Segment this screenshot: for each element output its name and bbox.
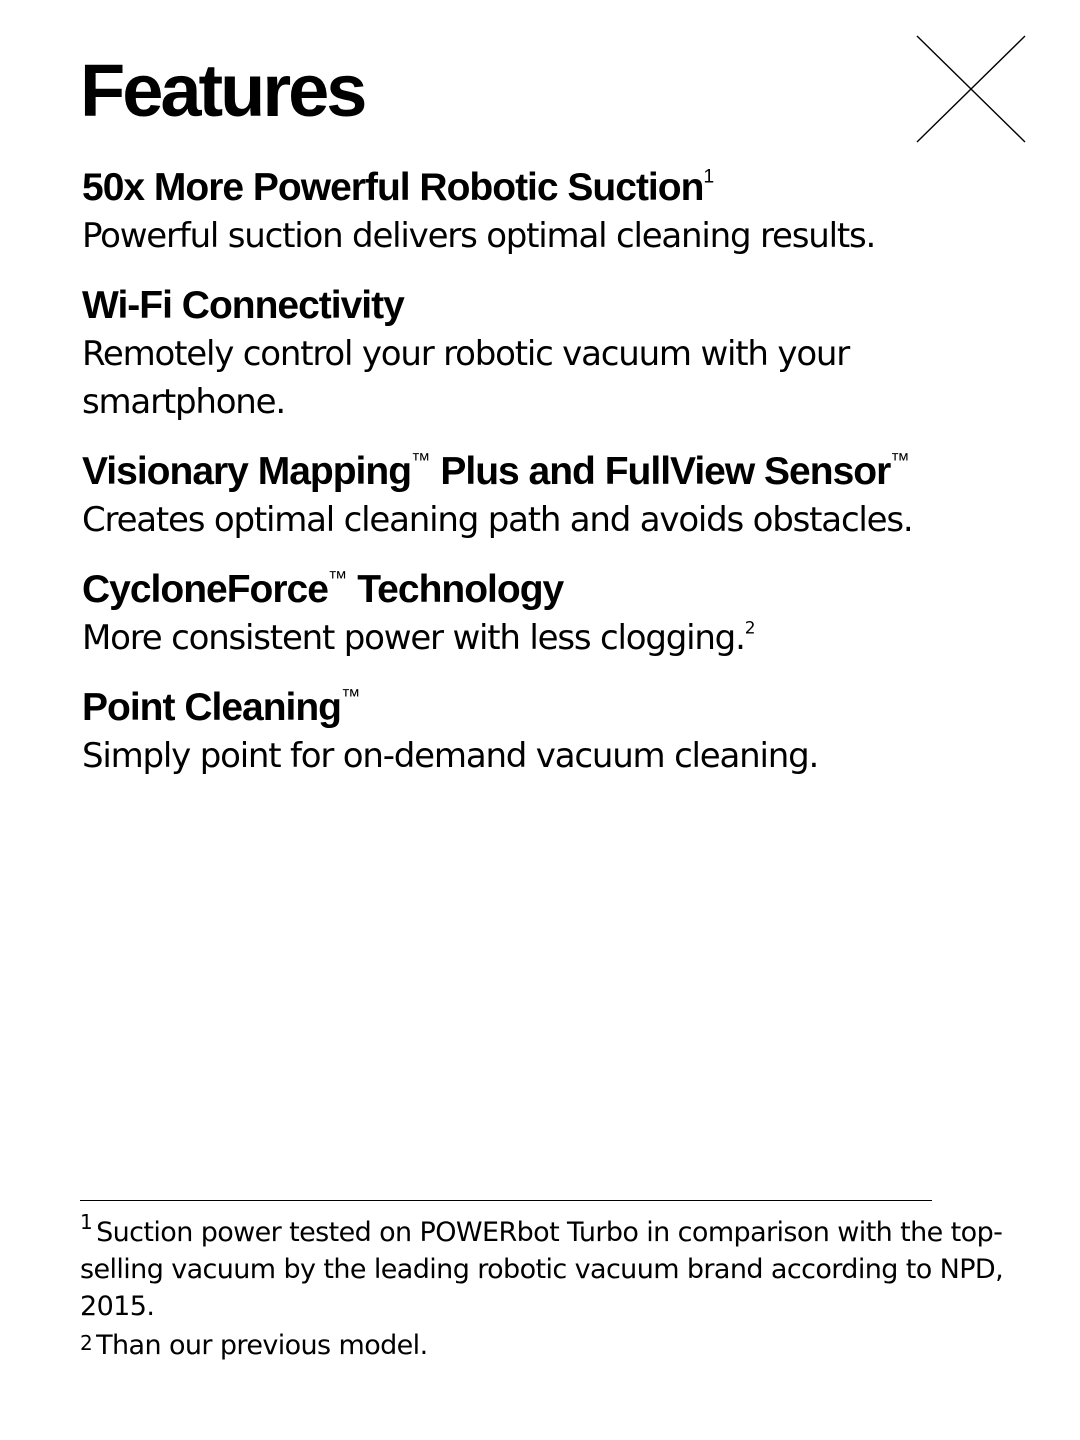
feature-item	[82, 282, 1042, 426]
trademark-mark: ™	[341, 685, 361, 708]
feature-title	[82, 448, 1042, 496]
feature-title	[82, 684, 1042, 732]
feature-description: Powerful suction delivers optimal cleaning results.	[82, 216, 876, 256]
page-title: Features	[80, 49, 365, 132]
feature-title-text: Visionary Mapping	[82, 450, 412, 493]
feature-description	[82, 614, 1042, 662]
footnote-divider	[80, 1200, 932, 1201]
feature-description: Creates optimal cleaning path and avoids obstacles.	[82, 500, 913, 540]
feature-description: Remotely control your robotic vacuum with your smartphone.	[82, 334, 850, 422]
feature-item	[82, 684, 1042, 780]
feature-title	[82, 164, 1042, 212]
footnote-number: 1	[80, 1210, 93, 1234]
footnote-item	[80, 1210, 1010, 1325]
feature-description-text: More consistent power with less clogging.	[82, 618, 745, 658]
close-icon	[916, 35, 1026, 143]
trademark-mark: ™	[327, 567, 348, 590]
footnotes	[80, 1210, 1010, 1364]
footnote-marker: 2	[744, 618, 756, 639]
feature-title-text: Technology	[347, 568, 564, 611]
trademark-mark: ™	[890, 449, 910, 472]
footnote-item	[80, 1325, 1010, 1364]
feature-title-text: 50x More Powerful Robotic Suction	[82, 166, 704, 209]
footnote-text: Than our previous model.	[96, 1330, 428, 1361]
feature-item	[82, 448, 1042, 544]
feature-list	[82, 164, 1042, 802]
footnote-number: 2	[80, 1331, 93, 1355]
feature-title-text: CycloneForce	[82, 568, 328, 611]
feature-title-text: Point Cleaning	[82, 686, 341, 729]
footnote-marker: 1	[703, 165, 715, 188]
feature-item	[82, 164, 1042, 260]
feature-title: Wi-Fi Connectivity	[82, 284, 404, 327]
trademark-mark: ™	[411, 449, 431, 472]
feature-title	[82, 566, 1042, 614]
close-button[interactable]	[916, 35, 1026, 143]
feature-title-text: Plus and FullView Sensor	[430, 450, 891, 493]
footnote-text: Suction power tested on POWERbot Turbo in comparison with the top-selling vacuum by the leading robotic vacuum brand according to NPD, 2015.	[80, 1217, 1004, 1322]
feature-item	[82, 566, 1042, 662]
feature-description: Simply point for on-demand vacuum cleaning.	[82, 736, 819, 776]
